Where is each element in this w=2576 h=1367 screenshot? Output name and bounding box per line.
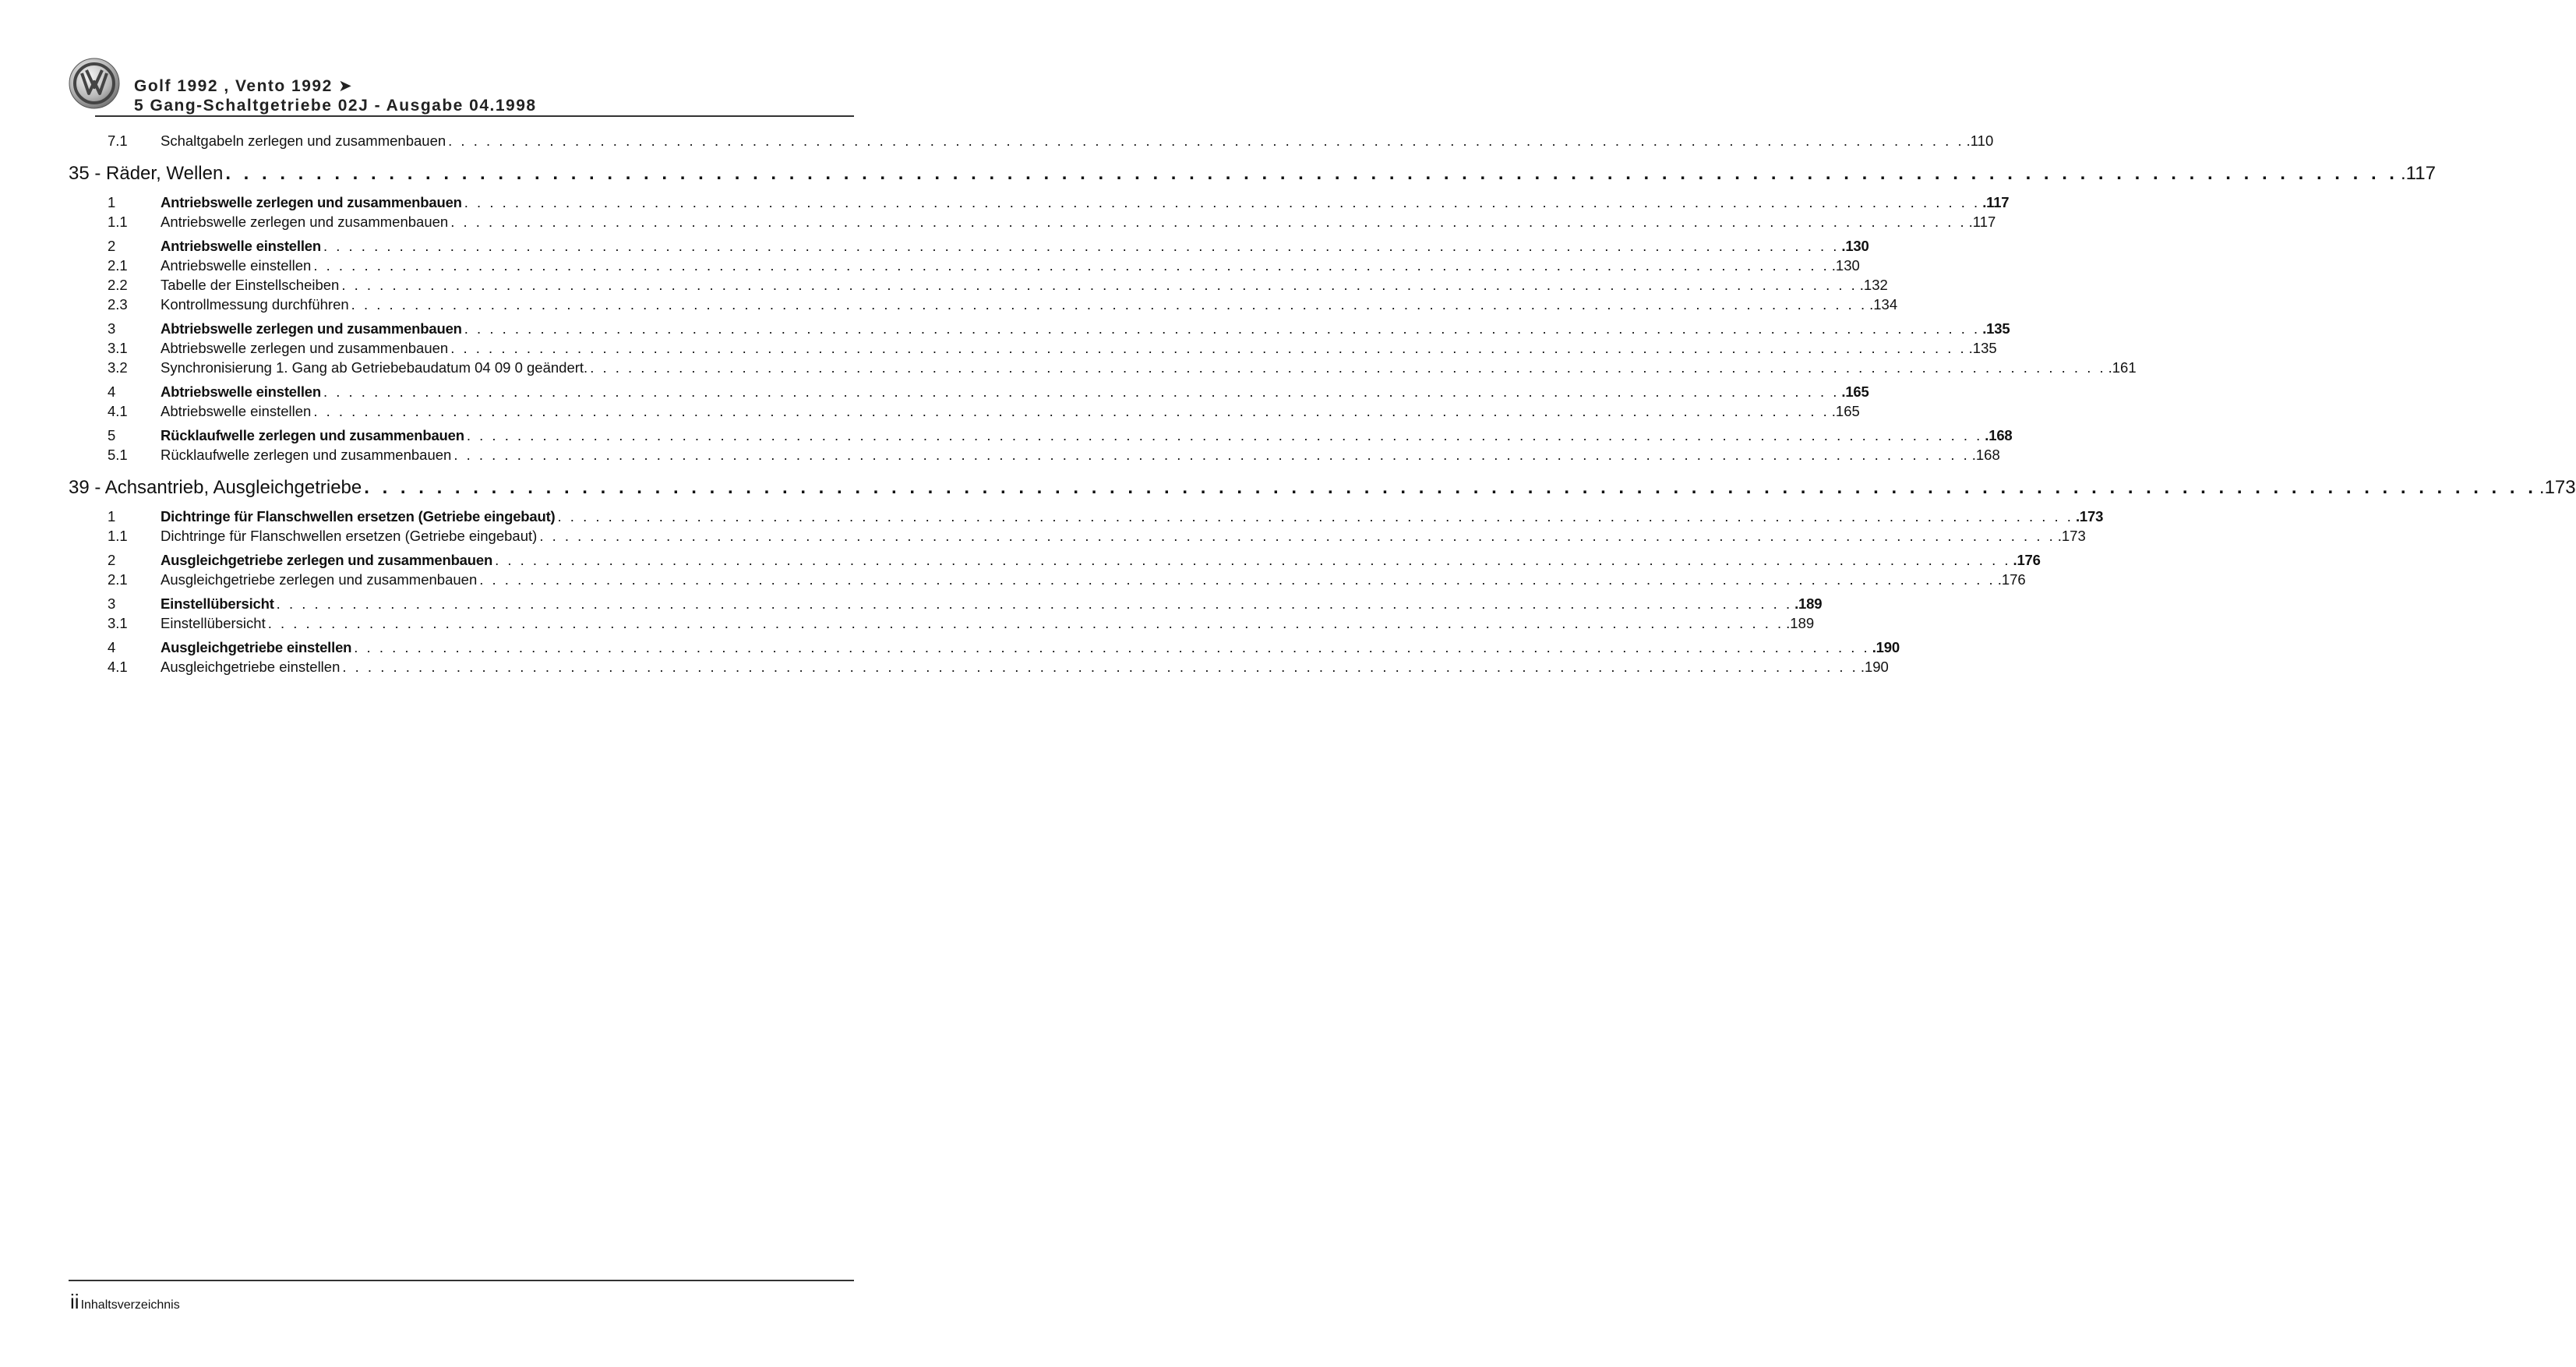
toc-entry-page: .165 [1841, 383, 1869, 400]
toc-entry-page: .117 [2400, 163, 2436, 184]
toc-entry[interactable] [108, 507, 2104, 526]
toc-entry-title: Rücklaufwelle zerlegen und zusammenbauen [161, 427, 464, 443]
toc-leader-dots: . . . . . . . . . . . . . . . . . . . . . . . . . . . . . . . . . . . . . . . . . . . . . . . . . . . . . . . . . . . . . . . . . . . . . . . . . . . . . . . . . . . . . . . . . . . . . . . . . . . . . . . . . . . . . . . . . . . . . . . . [364, 477, 2537, 498]
toc-leader-dots: . . . . . . . . . . . . . . . . . . . . . . . . . . . . . . . . . . . . . . . . . . . . . . . . . . . . . . . . . . . . . . . . . . . . . . . . . . . . . . . . . . . . . . . . . . . . . . . . . . . . . . . . . . . . . . . . . . . . . . . . [313, 403, 1830, 419]
toc-leader-dots: . . . . . . . . . . . . . . . . . . . . . . . . . . . . . . . . . . . . . . . . . . . . . . . . . . . . . . . . . . . . . . . . . . . . . . . . . . . . . . . . . . . . . . . . . . . . . . . . . . . . . . . . . . . . . . . . . . . . . . . . [313, 257, 1830, 274]
toc-entry-number: 7.1 [108, 132, 128, 149]
toc-entry-page: .189 [1794, 595, 1823, 612]
toc-entry[interactable] [108, 256, 1860, 275]
toc-entry[interactable] [108, 236, 1869, 256]
footer-page-number: ii [70, 1290, 79, 1313]
toc-chapter[interactable] [69, 472, 2576, 503]
toc-entry[interactable] [108, 613, 1815, 633]
toc-entry-page: .190 [1872, 639, 1900, 655]
toc-entry[interactable] [108, 212, 1996, 231]
toc-entry-number: 4.1 [108, 659, 128, 675]
toc-entry-title: 39 - Achsantrieb, Ausgleichgetriebe [69, 477, 362, 498]
toc-entry[interactable] [108, 193, 2010, 212]
toc-entry-page: .168 [1985, 427, 2013, 443]
toc-leader-dots: . . . . . . . . . . . . . . . . . . . . . . . . . . . . . . . . . . . . . . . . . . . . . . . . . . . . . . . . . . . . . . . . . . . . . . . . . . . . . . . . . . . . . . . . . . . . . . . . . . . . . . . . . . . . . . . . . . . . . . . . [539, 528, 2056, 544]
toc-leader-dots: . . . . . . . . . . . . . . . . . . . . . . . . . . . . . . . . . . . . . . . . . . . . . . . . . . . . . . . . . . . . . . . . . . . . . . . . . . . . . . . . . . . . . . . . . . . . . . . . . . . . . . . . . . . . . . . . . . . . . . . . [453, 447, 1970, 463]
toc-entry-number: 2.1 [108, 571, 128, 588]
toc-entry-title: Kontrollmessung durchführen [161, 296, 349, 313]
toc-leader-dots: . . . . . . . . . . . . . . . . . . . . . . . . . . . . . . . . . . . . . . . . . . . . . . . . . . . . . . . . . . . . . . . . . . . . . . . . . . . . . . . . . . . . . . . . . . . . . . . . . . . . . . . . . . . . . . . . . . . . . . . . [466, 427, 1983, 443]
toc-leader-dots: . . . . . . . . . . . . . . . . . . . . . . . . . . . . . . . . . . . . . . . . . . . . . . . . . . . . . . . . . . . . . . . . . . . . . . . . . . . . . . . . . . . . . . . . . . . . . . . . . . . . . . . . . . . . . . . . . . . . . . . . [557, 508, 2073, 525]
toc-leader-dots: . . . . . . . . . . . . . . . . . . . . . . . . . . . . . . . . . . . . . . . . . . . . . . . . . . . . . . . . . . . . . . . . . . . . . . . . . . . . . . . . . . . . . . . . . . . . . . . . . . . . . . . . . . . . . . . . . . . . . . . . [464, 194, 1981, 210]
toc-leader-dots: . . . . . . . . . . . . . . . . . . . . . . . . . . . . . . . . . . . . . . . . . . . . . . . . . . . . . . . . . . . . . . . . . . . . . . . . . . . . . . . . . . . . . . . . . . . . . . . . . . . . . . . . . . . . . . . . . . . . . . . . [323, 383, 1840, 400]
toc-entry-title: Tabelle der Einstellscheiben [161, 277, 340, 293]
toc-entry-number: 3.1 [108, 340, 128, 356]
toc-entry-title: Synchronisierung 1. Gang ab Getriebebaudatum 04 09 0 geändert. [161, 359, 588, 376]
toc-entry-number: 5 [108, 427, 116, 443]
toc-entry-page: .168 [1971, 447, 2000, 463]
toc-entry[interactable] [108, 401, 1860, 421]
toc-entry-number: 3.1 [108, 615, 128, 631]
toc-leader-dots: . . . . . . . . . . . . . . . . . . . . . . . . . . . . . . . . . . . . . . . . . . . . . . . . . . . . . . . . . . . . . . . . . . . . . . . . . . . . . . . . . . . . . . . . . . . . . . . . . . . . . . . . . . . . . . . . . . . . . . . . [495, 552, 2011, 568]
toc-entry-title: Einstellübersicht [161, 595, 274, 612]
toc-leader-dots: . . . . . . . . . . . . . . . . . . . . . . . . . . . . . . . . . . . . . . . . . . . . . . . . . . . . . . . . . . . . . . . . . . . . . . . . . . . . . . . . . . . . . . . . . . . . . . . . . . . . . . . . . . . . . . . . . . . . . . . . [479, 571, 1996, 588]
toc-entry-title: Einstellübersicht [161, 615, 266, 631]
toc-leader-dots: . . . . . . . . . . . . . . . . . . . . . . . . . . . . . . . . . . . . . . . . . . . . . . . . . . . . . . . . . . . . . . . . . . . . . . . . . . . . . . . . . . . . . . . . . . . . . . . . . . . . . . . . . . . . . . . . . . . . . . . . [351, 296, 1868, 313]
toc-leader-dots: . . . . . . . . . . . . . . . . . . . . . . . . . . . . . . . . . . . . . . . . . . . . . . . . . . . . . . . . . . . . . . . . . . . . . . . . . . . . . . . . . . . . . . . . . . . . . . . . . . . . . . . . . . . . . . . . . . . . . . . . [225, 163, 2398, 184]
toc-entry-page: .189 [1786, 615, 1815, 631]
toc-entry[interactable] [108, 657, 1889, 676]
header-model-line: Golf 1992 , Vento 1992 ➤ [134, 77, 354, 95]
toc-leader-dots: . . . . . . . . . . . . . . . . . . . . . . . . . . . . . . . . . . . . . . . . . . . . . . . . . . . . . . . . . . . . . . . . . . . . . . . . . . . . . . . . . . . . . . . . . . . . . . . . . . . . . . . . . . . . . . . . . . . . . . . . [342, 659, 1858, 675]
header-manual-line: 5 Gang-Schaltgetriebe 02J - Ausgabe 04.1998 [134, 97, 537, 115]
toc-entry-number: 3.2 [108, 359, 128, 376]
toc-entry[interactable] [108, 445, 2000, 464]
toc-entry-number: 2.3 [108, 296, 128, 313]
toc-entry-page: .165 [1831, 403, 1860, 419]
toc-entry-number: 1 [108, 508, 116, 525]
toc-entry[interactable] [108, 358, 2137, 377]
toc-entry-page: .130 [1831, 257, 1860, 274]
toc-entry-page: .173 [2539, 477, 2576, 498]
toc-entry-title: Abtriebswelle einstellen [161, 403, 312, 419]
toc-entry-page: .173 [2075, 508, 2104, 525]
table-of-contents [69, 131, 2576, 676]
toc-entry-page: .134 [1869, 296, 1898, 313]
toc-entry-page: .173 [2057, 528, 2086, 544]
toc-entry-title: Antriebswelle einstellen [161, 238, 321, 254]
toc-entry-number: 2.2 [108, 277, 128, 293]
toc-entry-number: 4.1 [108, 403, 128, 419]
toc-entry-number: 2.1 [108, 257, 128, 274]
toc-entry-title: Antriebswelle einstellen [161, 257, 312, 274]
toc-leader-dots: . . . . . . . . . . . . . . . . . . . . . . . . . . . . . . . . . . . . . . . . . . . . . . . . . . . . . . . . . . . . . . . . . . . . . . . . . . . . . . . . . . . . . . . . . . . . . . . . . . . . . . . . . . . . . . . . . . . . . . . . [464, 320, 1981, 337]
toc-entry-number: 1 [108, 194, 116, 210]
toc-entry[interactable] [108, 638, 1900, 657]
toc-entry[interactable] [108, 131, 1994, 150]
toc-leader-dots: . . . . . . . . . . . . . . . . . . . . . . . . . . . . . . . . . . . . . . . . . . . . . . . . . . . . . . . . . . . . . . . . . . . . . . . . . . . . . . . . . . . . . . . . . . . . . . . . . . . . . . . . . . . . . . . . . . . . . . . . [450, 214, 1967, 230]
toc-entry[interactable] [108, 526, 2086, 546]
toc-entry[interactable] [108, 275, 1888, 295]
toc-entry-page: .117 [1968, 214, 1996, 230]
toc-entry-number: 1.1 [108, 528, 128, 544]
toc-leader-dots: . . . . . . . . . . . . . . . . . . . . . . . . . . . . . . . . . . . . . . . . . . . . . . . . . . . . . . . . . . . . . . . . . . . . . . . . . . . . . . . . . . . . . . . . . . . . . . . . . . . . . . . . . . . . . . . . . . . . . . . . [267, 615, 1784, 631]
toc-entry-number: 3 [108, 595, 116, 612]
header-rule [95, 115, 854, 117]
toc-chapter[interactable] [69, 158, 2436, 189]
toc-leader-dots: . . . . . . . . . . . . . . . . . . . . . . . . . . . . . . . . . . . . . . . . . . . . . . . . . . . . . . . . . . . . . . . . . . . . . . . . . . . . . . . . . . . . . . . . . . . . . . . . . . . . . . . . . . . . . . . . . . . . . . . . [590, 359, 2106, 376]
toc-entry-page: .176 [2013, 552, 2041, 568]
toc-entry-title: Rücklaufwelle zerlegen und zusammenbauen [161, 447, 452, 463]
toc-entry-title: Abtriebswelle zerlegen und zusammenbauen [161, 340, 449, 356]
toc-entry-page: .132 [1859, 277, 1888, 293]
toc-entry-title: Antriebswelle zerlegen und zusammenbauen [161, 214, 449, 230]
toc-entry[interactable] [108, 570, 2026, 589]
toc-entry-number: 1.1 [108, 214, 128, 230]
toc-entry[interactable] [108, 338, 1997, 358]
toc-entry-number: 4 [108, 383, 116, 400]
toc-leader-dots: . . . . . . . . . . . . . . . . . . . . . . . . . . . . . . . . . . . . . . . . . . . . . . . . . . . . . . . . . . . . . . . . . . . . . . . . . . . . . . . . . . . . . . . . . . . . . . . . . . . . . . . . . . . . . . . . . . . . . . . . [448, 132, 1964, 149]
toc-leader-dots: . . . . . . . . . . . . . . . . . . . . . . . . . . . . . . . . . . . . . . . . . . . . . . . . . . . . . . . . . . . . . . . . . . . . . . . . . . . . . . . . . . . . . . . . . . . . . . . . . . . . . . . . . . . . . . . . . . . . . . . . [323, 238, 1840, 254]
toc-entry[interactable] [108, 319, 2010, 338]
toc-entry-title: Abtriebswelle zerlegen und zusammenbauen [161, 320, 462, 337]
toc-entry-page: .135 [1982, 320, 2010, 337]
toc-entry-number: 2 [108, 238, 116, 254]
toc-leader-dots: . . . . . . . . . . . . . . . . . . . . . . . . . . . . . . . . . . . . . . . . . . . . . . . . . . . . . . . . . . . . . . . . . . . . . . . . . . . . . . . . . . . . . . . . . . . . . . . . . . . . . . . . . . . . . . . . . . . . . . . . [354, 639, 1870, 655]
toc-entry-title: Ausgleichgetriebe zerlegen und zusammenbauen [161, 552, 493, 568]
toc-entry-title: 35 - Räder, Wellen [69, 163, 224, 184]
toc-entry-title: Abtriebswelle einstellen [161, 383, 321, 400]
footer-label: Inhaltsverzeichnis [80, 1298, 180, 1312]
footer-rule [69, 1280, 854, 1281]
toc-entry-number: 2 [108, 552, 116, 568]
toc-leader-dots: . . . . . . . . . . . . . . . . . . . . . . . . . . . . . . . . . . . . . . . . . . . . . . . . . . . . . . . . . . . . . . . . . . . . . . . . . . . . . . . . . . . . . . . . . . . . . . . . . . . . . . . . . . . . . . . . . . . . . . . . [276, 595, 1793, 612]
toc-entry[interactable] [108, 295, 1898, 314]
toc-leader-dots: . . . . . . . . . . . . . . . . . . . . . . . . . . . . . . . . . . . . . . . . . . . . . . . . . . . . . . . . . . . . . . . . . . . . . . . . . . . . . . . . . . . . . . . . . . . . . . . . . . . . . . . . . . . . . . . . . . . . . . . . [450, 340, 1967, 356]
toc-entry[interactable] [108, 382, 1869, 401]
toc-entry[interactable] [108, 426, 2013, 445]
vw-logo-icon [69, 58, 120, 109]
toc-entry[interactable] [108, 594, 1823, 613]
toc-entry-page: .130 [1841, 238, 1869, 254]
toc-entry-title: Ausgleichgetriebe zerlegen und zusammenbauen [161, 571, 478, 588]
toc-entry-page: .135 [1968, 340, 1997, 356]
toc-entry-title: Ausgleichgetriebe einstellen [161, 639, 352, 655]
toc-entry-number: 3 [108, 320, 116, 337]
toc-entry-page: .190 [1860, 659, 1889, 675]
toc-entry-title: Antriebswelle zerlegen und zusammenbauen [161, 194, 462, 210]
toc-entry-number: 4 [108, 639, 116, 655]
toc-entry-title: Dichtringe für Flanschwellen ersetzen (Getriebe eingebaut) [161, 528, 538, 544]
toc-entry-page: .176 [1997, 571, 2026, 588]
toc-entry[interactable] [108, 550, 2041, 570]
toc-entry-title: Schaltgabeln zerlegen und zusammenbauen [161, 132, 446, 149]
toc-entry-page: .110 [1966, 132, 1994, 149]
toc-entry-page: .161 [2108, 359, 2137, 376]
toc-entry-title: Ausgleichgetriebe einstellen [161, 659, 341, 675]
toc-entry-page: .117 [1982, 194, 2010, 210]
footer [70, 1290, 180, 1314]
toc-entry-number: 5.1 [108, 447, 128, 463]
toc-entry-title: Dichtringe für Flanschwellen ersetzen (Getriebe eingebaut) [161, 508, 556, 525]
toc-leader-dots: . . . . . . . . . . . . . . . . . . . . . . . . . . . . . . . . . . . . . . . . . . . . . . . . . . . . . . . . . . . . . . . . . . . . . . . . . . . . . . . . . . . . . . . . . . . . . . . . . . . . . . . . . . . . . . . . . . . . . . . . [341, 277, 1858, 293]
